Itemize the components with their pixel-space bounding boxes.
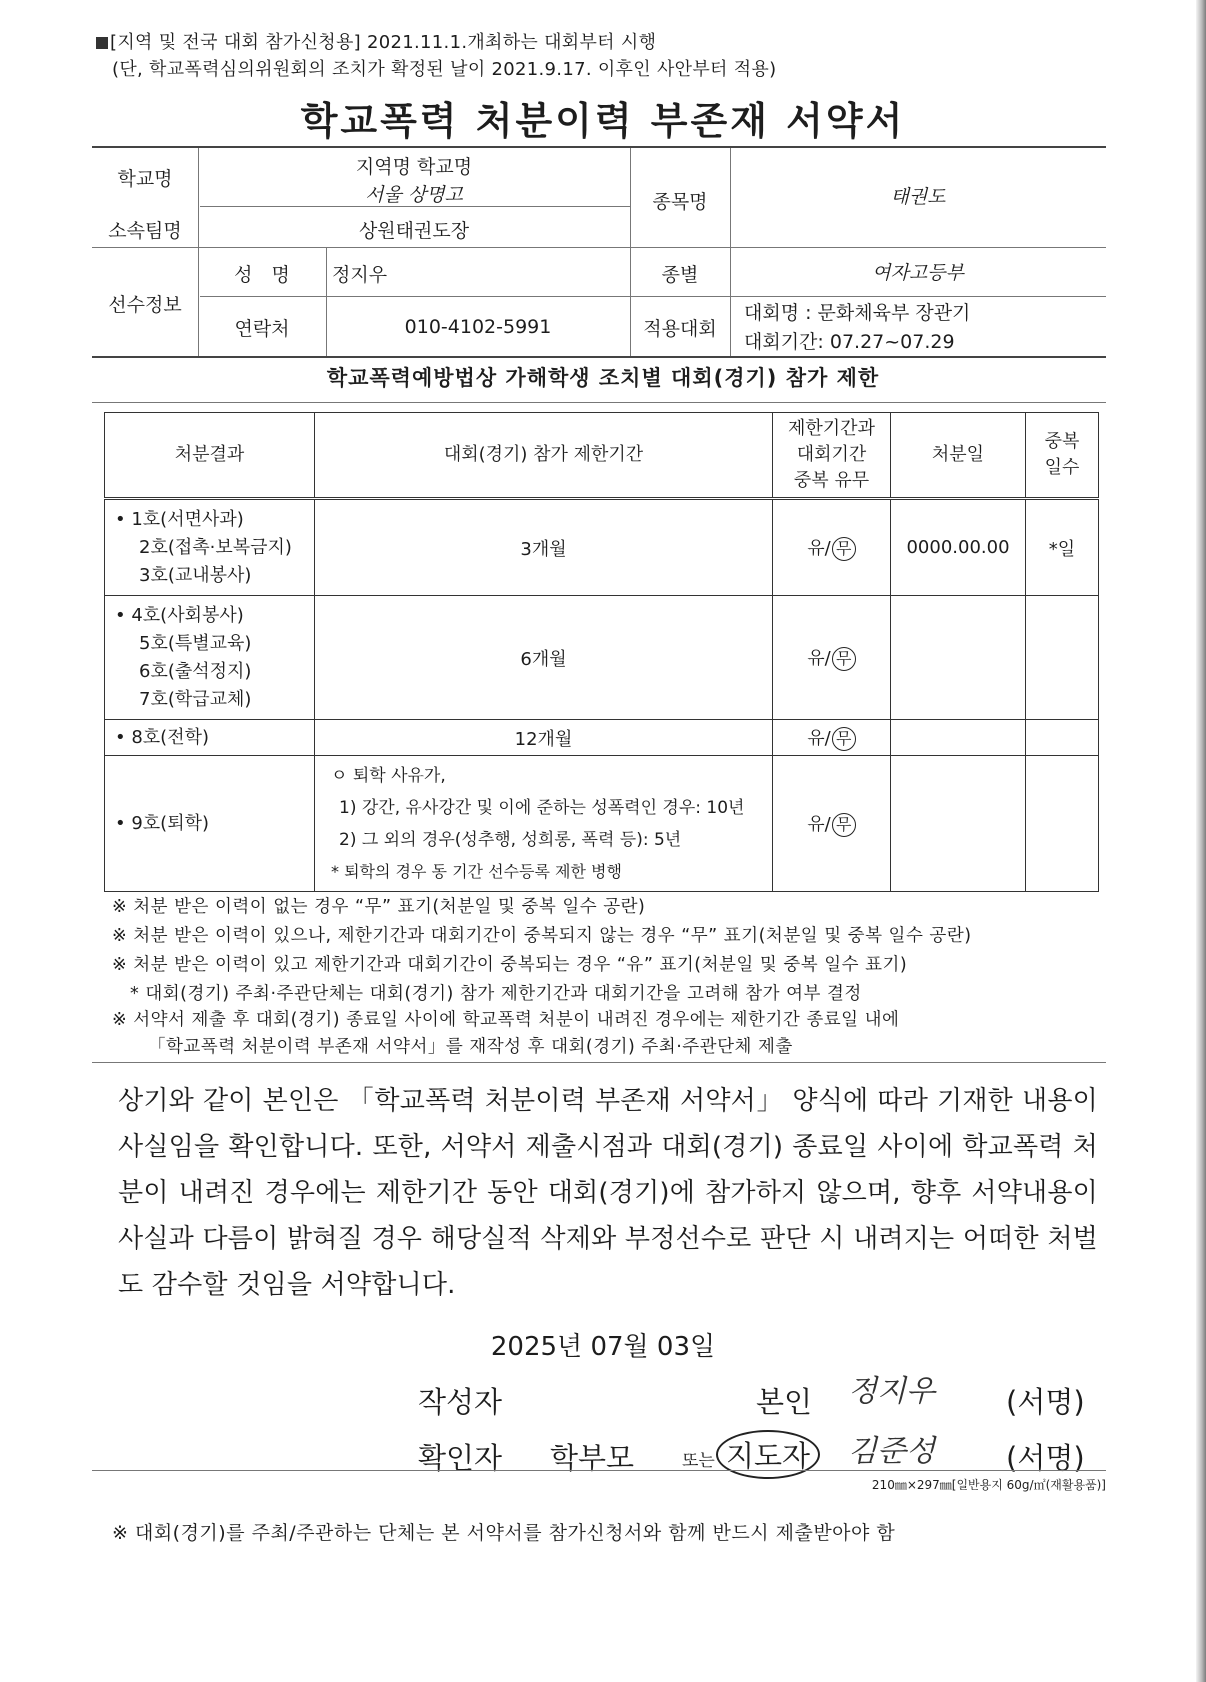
days-cell bbox=[1026, 756, 1099, 892]
overlap-cell bbox=[773, 720, 891, 756]
name-label: 성 명 bbox=[234, 264, 290, 286]
table-header-row bbox=[105, 413, 1099, 499]
note-1: ※ 처분 받은 이력이 없는 경우 “무” 표기(처분일 및 중복 일수 공란) bbox=[112, 897, 646, 917]
result-cell bbox=[105, 596, 315, 720]
period-cell: 6개월 bbox=[315, 596, 773, 720]
date-cell: 0000.00.00 bbox=[891, 499, 1026, 596]
school-sub-label: 지역명 학교명 bbox=[355, 156, 473, 178]
competition-label: 적용대회 bbox=[643, 318, 717, 340]
athlete-label: 선수정보 bbox=[108, 294, 182, 316]
col-header-date: 처분일 bbox=[891, 413, 1026, 499]
page-edge-shadow bbox=[1196, 0, 1206, 1682]
info-bottom-border bbox=[92, 356, 1106, 358]
result-item: 6호(출석정지) bbox=[139, 660, 252, 682]
writer-label: 작성자 bbox=[418, 1385, 503, 1419]
overlap-selected-circle: 무 bbox=[832, 727, 856, 751]
days-cell bbox=[1026, 596, 1099, 720]
overlap-prefix: 유/ bbox=[807, 728, 831, 749]
result-item: • 8호(전학) bbox=[115, 726, 209, 748]
period-line: 1) 강간, 유사강간 및 이에 준하는 성폭력인 경우: 10년 bbox=[339, 797, 745, 818]
parent-label: 학부모 bbox=[550, 1441, 635, 1475]
competition-name: 대회명 : 문화체육부 장관기 bbox=[744, 302, 971, 324]
contact-value: 010-4102-5991 bbox=[404, 316, 552, 338]
col-header-result: 처분결과 bbox=[105, 413, 315, 499]
coach-label: 지도자 bbox=[716, 1430, 820, 1479]
result-item: • 4호(사회봉사) bbox=[115, 604, 244, 626]
note-5: ※ 서약서 제출 후 대회(경기) 종료일 사이에 학교폭력 처분이 내려진 경우에는 제한기간 종료일 내에 bbox=[112, 1010, 900, 1030]
notes-divider bbox=[92, 1062, 1106, 1063]
period-cell: 3개월 bbox=[315, 499, 773, 596]
info-line bbox=[92, 247, 1106, 248]
header-line-1: [지역 및 전국 대회 참가신청용] 2021.11.1.개최하는 대회부터 시행 bbox=[96, 28, 656, 54]
result-item: • 9호(퇴학) bbox=[115, 812, 209, 834]
col-header-restriction: 대회(경기) 참가 제한기간 bbox=[315, 413, 773, 499]
confirmer-label: 확인자 bbox=[418, 1441, 503, 1475]
table-row bbox=[105, 756, 1099, 892]
period-line: * 퇴학의 경우 동 기간 선수등록 제한 병행 bbox=[331, 861, 622, 881]
col-header-days bbox=[1026, 413, 1099, 499]
competition-period: 대회기간: 07.27~07.29 bbox=[744, 331, 955, 353]
school-label: 학교명 bbox=[117, 168, 173, 190]
team-label: 소속팀명 bbox=[108, 220, 182, 242]
self-seal: (서명) bbox=[1006, 1385, 1085, 1419]
note-2: ※ 처분 받은 이력이 있으나, 제한기간과 대회기간이 중복되지 않는 경우 “무” 표기(처분일 및 중복 일수 공란) bbox=[112, 926, 972, 946]
days-cell: *일 bbox=[1026, 499, 1099, 596]
period-line: 2) 그 외의 경우(성추행, 성희롱, 폭력 등): 5년 bbox=[339, 829, 682, 850]
event-label: 종목명 bbox=[652, 191, 708, 213]
event-value: 태권도 bbox=[890, 186, 946, 208]
document-title: 학교폭력 처분이력 부존재 서약서 bbox=[300, 99, 906, 143]
coach-signature: 김준성 bbox=[848, 1434, 935, 1469]
school-value: 서울 상명고 bbox=[365, 184, 463, 206]
section-divider bbox=[92, 402, 1106, 403]
result-item: 5호(특별교육) bbox=[139, 632, 252, 654]
self-signature: 정지우 bbox=[848, 1374, 935, 1409]
result-item: • 1호(서면사과) bbox=[115, 508, 244, 530]
overlap-selected-circle: 무 bbox=[832, 537, 856, 561]
overlap-selected-circle: 무 bbox=[832, 813, 856, 837]
restriction-table bbox=[104, 412, 1099, 892]
footer-note: ※ 대회(경기)를 주최/주관하는 단체는 본 서약서를 참가신청서와 함께 반드시 제출받아야 함 bbox=[112, 1522, 896, 1544]
overlap-cell bbox=[773, 499, 891, 596]
square-bullet-icon bbox=[96, 37, 108, 49]
coach-label-circled bbox=[716, 1430, 820, 1479]
info-top-border bbox=[92, 146, 1106, 148]
period-cell bbox=[315, 756, 773, 892]
period-cell: 12개월 bbox=[315, 720, 773, 756]
pledge-text: 상기와 같이 본인은 「학교폭력 처분이력 부존재 서약서」 양식에 따라 기재한 내용이 사실임을 확인합니다. 또한, 서약서 제출시점과 대회(경기) 종료일 사이에 학교폭력 처분이 내려진 경우에는 제한기간 동안 대회(경기)에 참가하지 않으며, 향후 서약내용이 사실과 다름이 밝혀질 경우 해당실적 삭제와 부정선수로 판단 시 내려지는 어떠한 처벌도 감수할 것임을 서약합니다. bbox=[118, 1086, 1098, 1300]
col-header-overlap-line: 중복 유무 bbox=[793, 470, 870, 491]
info-line bbox=[200, 296, 1106, 297]
name-value: 정지우 bbox=[332, 264, 388, 286]
days-cell bbox=[1026, 720, 1099, 756]
result-cell bbox=[105, 499, 315, 596]
overlap-selected-circle: 무 bbox=[832, 647, 856, 671]
overlap-cell bbox=[773, 596, 891, 720]
overlap-prefix: 유/ bbox=[807, 538, 831, 559]
overlap-prefix: 유/ bbox=[807, 648, 831, 669]
result-item: 7호(학급교체) bbox=[139, 688, 252, 710]
period-line: ㅇ 퇴학 사유가, bbox=[331, 765, 446, 786]
result-item: 2호(접촉·보복금지) bbox=[139, 536, 292, 558]
result-cell bbox=[105, 756, 315, 892]
paper-size-note: 210㎜×297㎜[일반용지 60g/㎡(재활용품)] bbox=[871, 1478, 1106, 1492]
info-vline bbox=[326, 248, 327, 356]
team-value: 상원태권도장 bbox=[358, 220, 470, 242]
overlap-prefix: 유/ bbox=[807, 814, 831, 835]
date-cell bbox=[891, 720, 1026, 756]
overlap-cell bbox=[773, 756, 891, 892]
note-4: * 대회(경기) 주최·주관단체는 대회(경기) 참가 제한기간과 대회기간을 고려해 참가 여부 결정 bbox=[130, 984, 862, 1004]
result-item: 3호(교내봉사) bbox=[139, 564, 252, 586]
note-6: 「학교폭력 처분이력 부존재 서약서」를 재작성 후 대회(경기) 주최·주관단체 제출 bbox=[148, 1037, 793, 1057]
table-row bbox=[105, 596, 1099, 720]
date-cell bbox=[891, 596, 1026, 720]
category-label: 종별 bbox=[661, 264, 699, 286]
info-vline bbox=[730, 148, 731, 356]
or-label: 또는 bbox=[682, 1451, 715, 1471]
result-cell bbox=[105, 720, 315, 756]
header-line-2: (단, 학교폭력심의위원회의 조치가 확정된 날이 2021.9.17. 이후인 사안부터 적용) bbox=[112, 59, 777, 80]
contact-label: 연락처 bbox=[234, 318, 290, 340]
col-header-overlap bbox=[773, 413, 891, 499]
table-row bbox=[105, 499, 1099, 596]
restriction-section-title: 학교폭력예방법상 가해학생 조치별 대회(경기) 참가 제한 bbox=[326, 366, 880, 390]
pledge-date: 2025년 07월 03일 bbox=[490, 1332, 716, 1362]
category-value: 여자고등부 bbox=[872, 262, 964, 284]
col-header-days-line: 중복 bbox=[1044, 431, 1080, 452]
col-header-days-line: 일수 bbox=[1044, 457, 1080, 478]
col-header-overlap-line: 제한기간과 bbox=[788, 418, 875, 439]
table-row bbox=[105, 720, 1099, 756]
self-label: 본인 bbox=[756, 1385, 813, 1419]
coach-seal: (서명) bbox=[1006, 1441, 1085, 1475]
signature-divider bbox=[92, 1470, 1106, 1471]
note-3: ※ 처분 받은 이력이 있고 제한기간과 대회기간이 중복되는 경우 “유” 표기(처분일 및 중복 일수 표기) bbox=[112, 955, 908, 975]
col-header-overlap-line: 대회기간 bbox=[796, 444, 867, 465]
date-cell bbox=[891, 756, 1026, 892]
